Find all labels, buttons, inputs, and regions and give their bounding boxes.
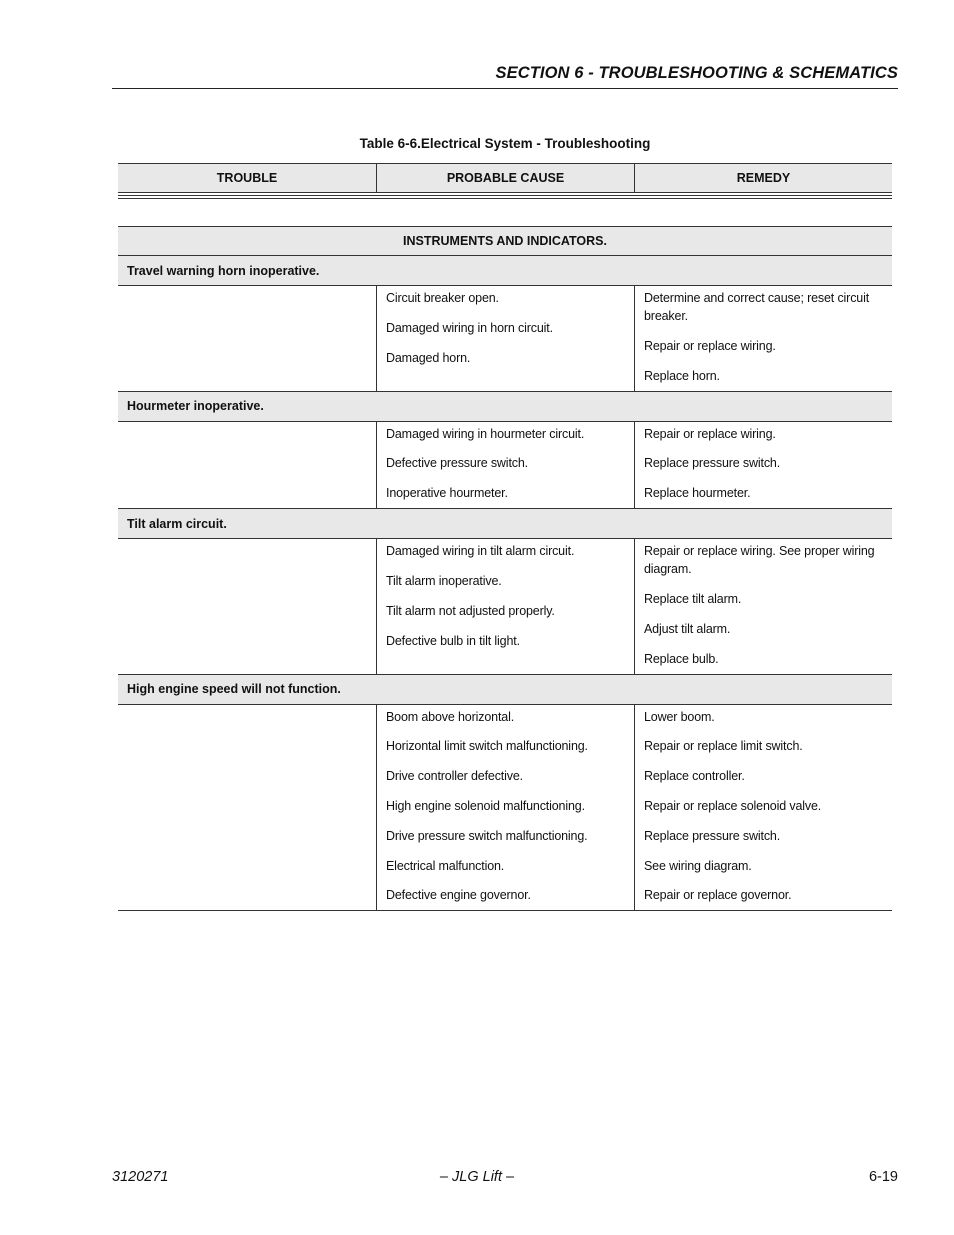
trouble-column-blank bbox=[118, 422, 376, 509]
probable-cause-cell: Tilt alarm inoperative. bbox=[386, 573, 502, 588]
probable-cause-cell: Horizontal limit switch malfunctioning. bbox=[386, 739, 588, 754]
column-header-trouble: TROUBLE bbox=[216, 171, 278, 185]
remedy-cell: Replace bulb. bbox=[644, 651, 719, 666]
probable-cause-cell: Electrical malfunction. bbox=[386, 858, 505, 873]
trouble-column-blank bbox=[118, 705, 376, 911]
probable-cause-cell: Boom above horizontal. bbox=[386, 709, 515, 724]
trouble-heading: Travel warning horn inoperative. bbox=[118, 256, 892, 286]
remedy-cell: Replace pressure switch. bbox=[644, 828, 781, 843]
probable-cause-cell: Defective pressure switch. bbox=[386, 456, 528, 471]
remedy-cell: Replace hourmeter. bbox=[644, 486, 751, 501]
remedy-column bbox=[634, 422, 892, 509]
remedy-cell: Replace controller. bbox=[644, 769, 745, 784]
probable-cause-cell: Damaged wiring in hourmeter circuit. bbox=[386, 426, 585, 441]
probable-cause-cell: Drive controller defective. bbox=[386, 769, 523, 784]
remedy-column bbox=[634, 286, 892, 391]
footer-page-number: 6-19 bbox=[868, 1169, 898, 1185]
probable-cause-column bbox=[376, 286, 634, 391]
remedy-cell: Repair or replace solenoid valve. bbox=[644, 798, 822, 813]
trouble-heading: Hourmeter inoperative. bbox=[118, 392, 892, 422]
probable-cause-cell: Drive pressure switch malfunctioning. bbox=[386, 828, 588, 843]
remedy-cell: Repair or replace wiring. bbox=[644, 426, 776, 441]
probable-cause-cell: Tilt alarm not adjusted properly. bbox=[386, 603, 555, 618]
remedy-cell: Repair or replace governor. bbox=[644, 888, 792, 903]
trouble-group-body bbox=[118, 422, 892, 510]
remedy-cell: Determine and correct cause; reset circuit breaker. bbox=[644, 291, 870, 323]
probable-cause-column bbox=[376, 705, 634, 911]
remedy-cell: Adjust tilt alarm. bbox=[644, 621, 731, 636]
remedy-cell: Replace tilt alarm. bbox=[644, 591, 742, 606]
column-header-probable-cause: PROBABLE CAUSE bbox=[376, 164, 634, 192]
header-divider-rule-1 bbox=[118, 195, 892, 196]
probable-cause-cell: High engine solenoid malfunctioning. bbox=[386, 798, 585, 813]
category-row: INSTRUMENTS AND INDICATORS. bbox=[118, 227, 892, 256]
table-title: Table 6-6.Electrical System - Troubleshooting bbox=[359, 136, 651, 151]
remedy-column bbox=[634, 539, 892, 673]
trouble-heading: Tilt alarm circuit. bbox=[118, 509, 892, 539]
footer-brand: – JLG Lift – bbox=[439, 1169, 515, 1185]
probable-cause-cell: Damaged horn. bbox=[386, 350, 471, 365]
probable-cause-column bbox=[376, 422, 634, 509]
trouble-group-body bbox=[118, 539, 892, 674]
probable-cause-cell: Defective bulb in tilt light. bbox=[386, 633, 520, 648]
remedy-cell: Replace horn. bbox=[644, 368, 720, 383]
remedy-column bbox=[634, 705, 892, 911]
footer-doc-number: 3120271 bbox=[112, 1169, 169, 1185]
remedy-cell: Replace pressure switch. bbox=[644, 456, 781, 471]
trouble-group-body bbox=[118, 705, 892, 912]
trouble-groups bbox=[118, 256, 892, 911]
trouble-column-blank bbox=[118, 286, 376, 391]
trouble-heading: High engine speed will not function. bbox=[118, 675, 892, 705]
trouble-column-blank bbox=[118, 539, 376, 673]
probable-cause-cell: Damaged wiring in horn circuit. bbox=[386, 320, 553, 335]
probable-cause-cell: Damaged wiring in tilt alarm circuit. bbox=[386, 544, 575, 559]
header-divider-rule-2 bbox=[118, 198, 892, 199]
probable-cause-column bbox=[376, 539, 634, 673]
remedy-cell: Repair or replace wiring. See proper wiring diagram. bbox=[644, 544, 875, 577]
trouble-group-body bbox=[118, 286, 892, 392]
table-column-header bbox=[118, 163, 892, 193]
column-header-remedy: REMEDY bbox=[634, 164, 892, 192]
remedy-cell: See wiring diagram. bbox=[644, 858, 752, 873]
troubleshooting-table bbox=[118, 226, 892, 911]
remedy-cell: Lower boom. bbox=[644, 709, 715, 724]
probable-cause-cell: Circuit breaker open. bbox=[386, 291, 499, 305]
section-header: SECTION 6 - TROUBLESHOOTING & SCHEMATICS bbox=[112, 64, 898, 89]
probable-cause-cell: Inoperative hourmeter. bbox=[386, 486, 508, 501]
probable-cause-cell: Defective engine governor. bbox=[386, 888, 531, 903]
remedy-cell: Repair or replace wiring. bbox=[644, 338, 776, 353]
remedy-cell: Repair or replace limit switch. bbox=[644, 739, 803, 754]
